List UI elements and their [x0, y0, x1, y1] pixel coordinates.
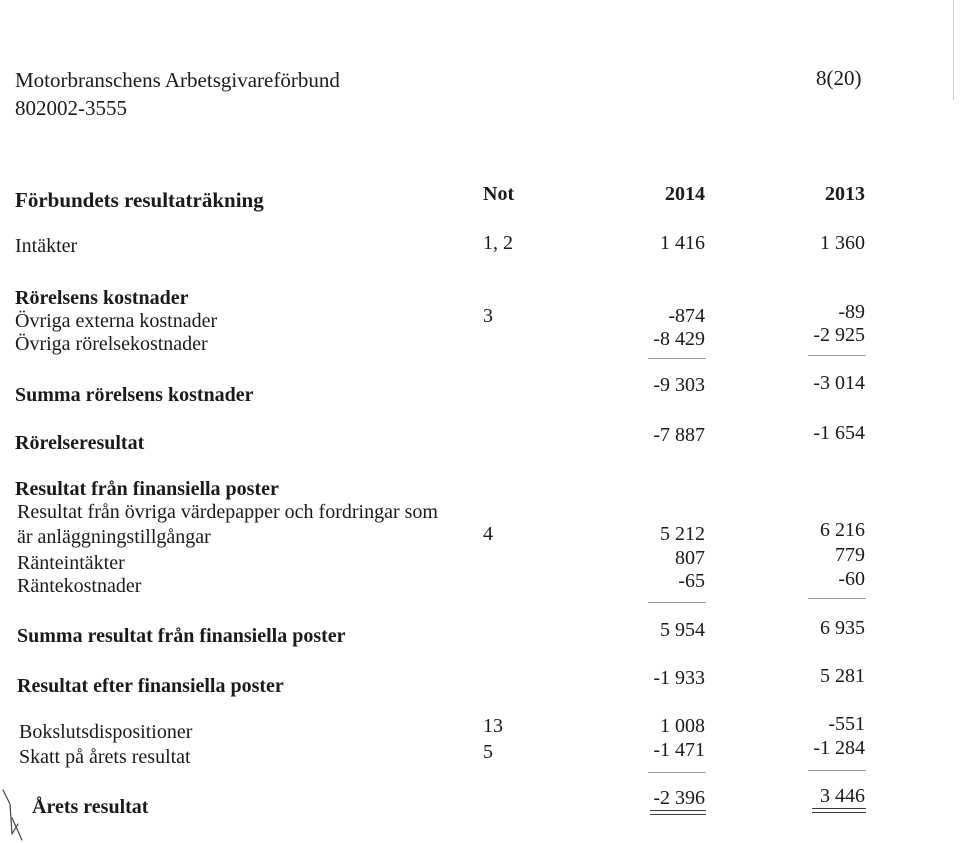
row-2013-ovriga-externa: -89	[838, 301, 865, 323]
subtotal-rule-fin-2014	[648, 602, 706, 603]
row-label-ovriga-vardepapper-line1: Resultat från övriga värdepapper och fordringar som	[17, 501, 438, 523]
row-note-bokslutsdispositioner: 13	[483, 715, 503, 737]
row-label-rorelseresultat: Rörelseresultat	[15, 432, 145, 454]
row-2014-ovriga-vardepapper: 5 212	[660, 523, 705, 545]
total-underline-2013-1	[812, 808, 866, 809]
row-label-intakter: Intäkter	[15, 235, 78, 257]
org-name: Motorbranschens Arbetsgivareförbund	[15, 68, 340, 92]
page-number: 8(20)	[816, 66, 862, 90]
total-underline-2013-2	[812, 812, 866, 813]
subtotal-rule-skatt-2013	[808, 770, 866, 771]
handwritten-check-mark	[0, 780, 40, 842]
section-heading-finansiella-poster: Resultat från finansiella poster	[15, 478, 279, 500]
row-2013-ovriga-vardepapper: 6 216	[820, 519, 865, 541]
row-note-intakter: 1, 2	[483, 232, 513, 254]
subtotal-rule-2014	[648, 358, 706, 359]
row-2014-bokslutsdispositioner: 1 008	[660, 715, 705, 737]
row-2014-arets-resultat: -2 396	[653, 787, 705, 809]
row-label-summa-rorelse: Summa rörelsens kostnader	[15, 384, 254, 406]
org-number: 802002-3555	[15, 96, 127, 120]
row-2013-bokslutsdispositioner: -551	[828, 713, 865, 735]
row-2013-intakter: 1 360	[820, 232, 865, 254]
row-2013-rantekostnader: -60	[838, 568, 865, 590]
row-2014-ovriga-externa: -874	[668, 305, 705, 327]
row-label-summa-finansiella: Summa resultat från finansiella poster	[17, 625, 346, 647]
row-2013-ranteintakter: 779	[835, 544, 865, 566]
subtotal-rule-skatt-2014	[648, 772, 706, 773]
row-label-ovriga-rorelse: Övriga rörelsekostnader	[15, 333, 208, 355]
row-2013-summa-finansiella: 6 935	[820, 617, 865, 639]
row-label-skatt: Skatt på årets resultat	[19, 746, 191, 768]
row-2014-summa-rorelse: -9 303	[653, 374, 705, 396]
total-underline-2014-2	[650, 814, 706, 815]
row-label-rantekostnader: Räntekostnader	[17, 575, 142, 597]
row-note-ovriga-vardepapper: 4	[483, 523, 493, 545]
row-2014-summa-finansiella: 5 954	[660, 619, 705, 641]
total-underline-2014-1	[650, 810, 706, 811]
row-2014-efter-finansiella: -1 933	[653, 667, 705, 689]
row-note-skatt: 5	[483, 741, 493, 763]
subtotal-rule-fin-2013	[808, 598, 866, 599]
row-label-arets-resultat: Årets resultat	[32, 796, 149, 818]
row-2013-arets-resultat: 3 446	[820, 785, 865, 807]
column-header-note: Not	[483, 183, 515, 205]
column-header-2013: 2013	[825, 183, 865, 205]
row-label-ranteintakter: Ränteintäkter	[17, 552, 125, 574]
row-2013-efter-finansiella: 5 281	[820, 665, 865, 687]
row-2013-rorelseresultat: -1 654	[813, 422, 865, 444]
row-2013-ovriga-rorelse: -2 925	[813, 324, 865, 346]
subtotal-rule-2013	[808, 355, 866, 356]
row-label-efter-finansiella: Resultat efter finansiella poster	[17, 675, 284, 697]
row-2014-rantekostnader: -65	[678, 570, 705, 592]
row-label-ovriga-externa: Övriga externa kostnader	[15, 310, 218, 332]
row-2014-rorelseresultat: -7 887	[653, 424, 705, 446]
row-2014-ovriga-rorelse: -8 429	[653, 328, 705, 350]
page-edge-line	[953, 0, 954, 100]
row-2013-summa-rorelse: -3 014	[813, 372, 865, 394]
statement-title: Förbundets resultaträkning	[15, 188, 264, 212]
row-2014-skatt: -1 471	[653, 739, 705, 761]
row-2013-skatt: -1 284	[813, 737, 865, 759]
row-label-ovriga-vardepapper-line2: är anläggningstillgångar	[17, 526, 211, 548]
row-label-bokslutsdispositioner: Bokslutsdispositioner	[19, 721, 193, 743]
row-note-ovriga-externa: 3	[483, 305, 493, 327]
section-heading-rorelsens-kostnader: Rörelsens kostnader	[15, 287, 189, 309]
row-2014-intakter: 1 416	[660, 232, 705, 254]
row-2014-ranteintakter: 807	[675, 547, 705, 569]
column-header-2014: 2014	[665, 183, 705, 205]
